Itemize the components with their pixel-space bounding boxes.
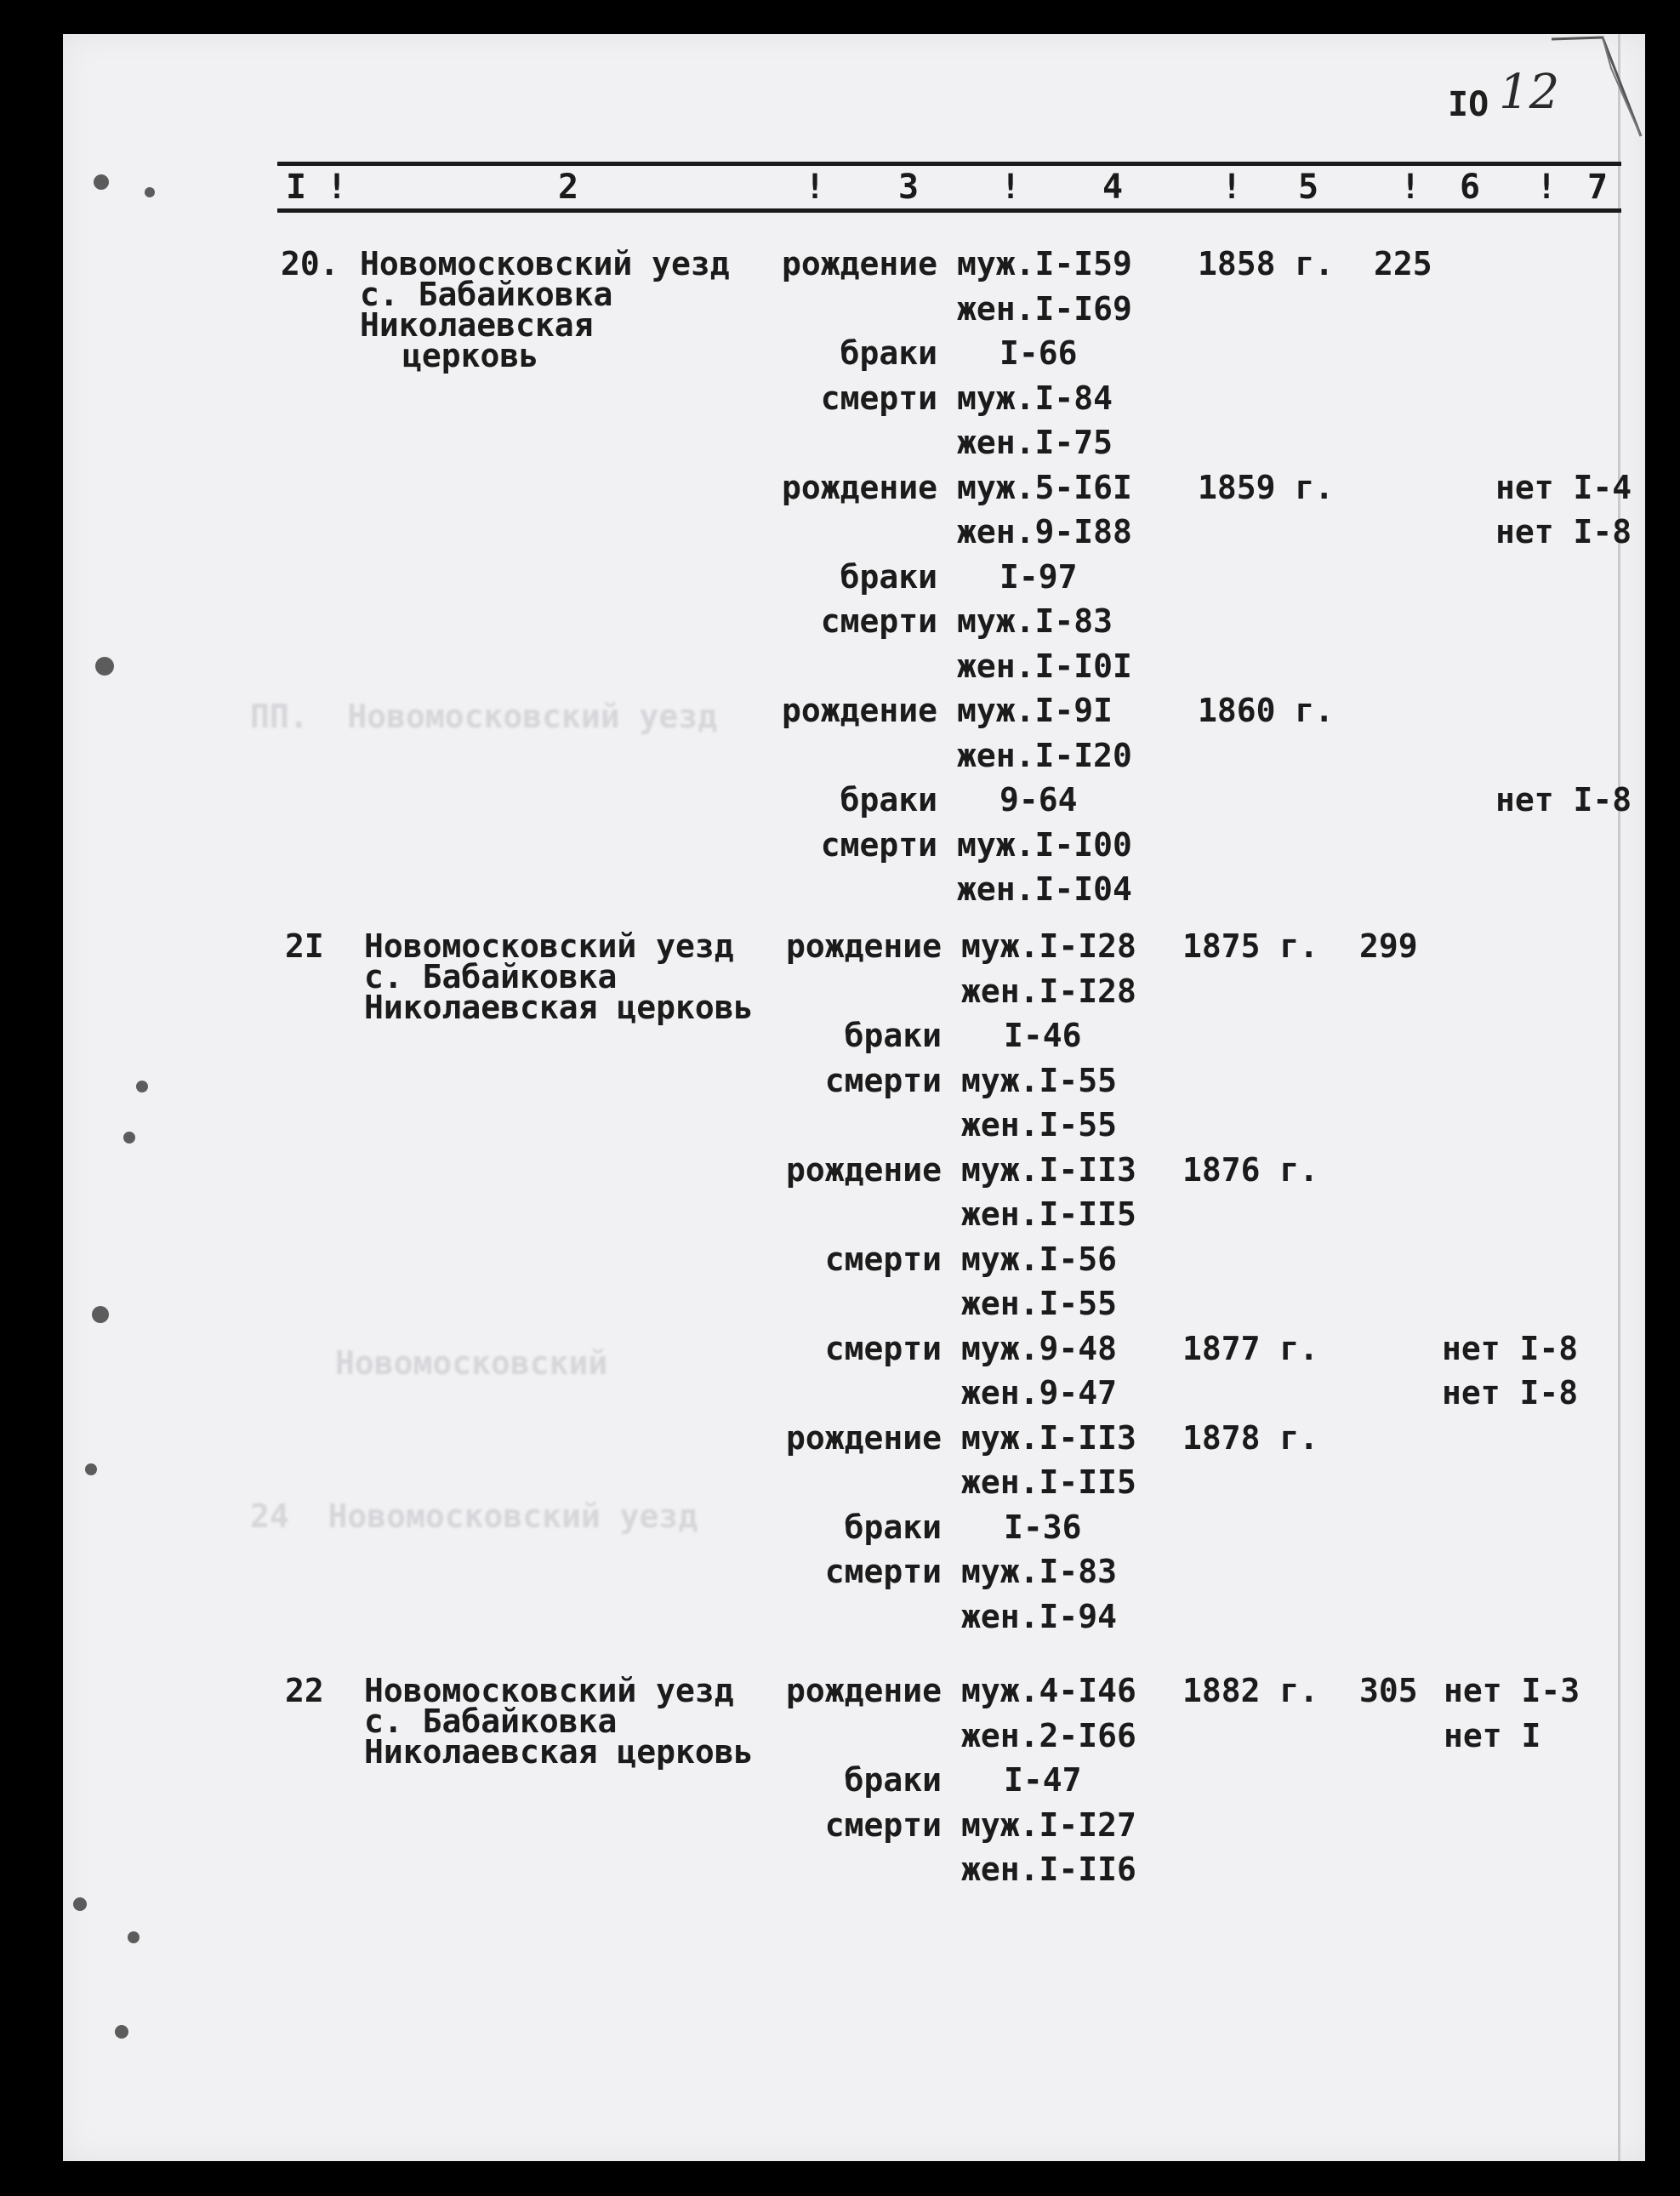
entry-number: 2I xyxy=(285,927,324,965)
header-separator: ! xyxy=(1536,168,1558,207)
punch-hole xyxy=(94,174,109,190)
entry-place-line: Новомосковский уезд xyxy=(364,1672,734,1709)
punch-hole xyxy=(92,1306,109,1323)
entry-place-line: церковь xyxy=(402,337,539,374)
record-year: 1859 г. xyxy=(1198,468,1335,506)
header-col-1: I xyxy=(286,168,307,207)
record-range: муж.I-I28 xyxy=(961,927,1136,965)
bleed-through-text: ПП. Новомосковский уезд xyxy=(250,698,718,735)
record-type: браки xyxy=(840,557,937,596)
record-range: жен.2-I66 xyxy=(961,1716,1136,1754)
record-type: смерти xyxy=(824,1553,942,1590)
record-range: I-97 xyxy=(999,557,1078,596)
entry-record-count: 305 xyxy=(1359,1672,1418,1709)
record-note: нет I xyxy=(1444,1716,1541,1754)
entry-place-line: Николаевская xyxy=(360,306,594,344)
record-range: жен.I-II5 xyxy=(961,1463,1136,1501)
record-range: муж.I-II3 xyxy=(961,1418,1136,1457)
entry-place-line: с. Бабайковка xyxy=(364,1703,618,1740)
entry-number: 22 xyxy=(285,1672,324,1709)
punch-hole xyxy=(136,1081,148,1092)
header-separator: ! xyxy=(805,168,826,207)
record-type: смерти xyxy=(820,379,937,417)
record-range: муж.I-83 xyxy=(961,1553,1118,1590)
record-year: 1860 г. xyxy=(1198,692,1335,729)
record-type: смерти xyxy=(824,1240,942,1278)
handwritten-page-number: 12 xyxy=(1499,65,1560,120)
header-col-2: 2 xyxy=(558,168,579,207)
header-separator: ! xyxy=(1000,168,1022,207)
record-range: муж.I-I59 xyxy=(957,245,1132,282)
entry-place-line: Новомосковский уезд xyxy=(360,245,730,282)
record-type: браки xyxy=(840,781,937,819)
record-type: браки xyxy=(844,1017,942,1054)
record-range: муж.I-I00 xyxy=(957,825,1132,864)
entry-place-line: Николаевская церковь xyxy=(364,1733,754,1771)
header-separator: ! xyxy=(1400,168,1421,207)
punch-hole xyxy=(95,657,114,676)
record-range: муж.I-84 xyxy=(957,379,1113,417)
record-range: муж.I-I27 xyxy=(961,1805,1136,1844)
record-range: жен.I-I20 xyxy=(957,736,1132,774)
record-range: I-66 xyxy=(999,334,1078,372)
punch-hole xyxy=(123,1132,135,1144)
record-type: рождение xyxy=(781,468,937,506)
punch-hole xyxy=(115,2025,128,2039)
record-note: нет I-8 xyxy=(1495,781,1632,819)
document-page xyxy=(63,34,1645,2161)
header-col-4: 4 xyxy=(1102,168,1124,207)
record-range: муж.I-55 xyxy=(961,1061,1118,1099)
record-type: смерти xyxy=(820,825,937,864)
record-range: жен.I-75 xyxy=(957,424,1113,461)
record-type: браки xyxy=(840,334,937,372)
record-range: муж.4-I46 xyxy=(961,1672,1136,1709)
record-range: муж.I-II3 xyxy=(961,1150,1136,1189)
bleed-through-text: 24 Новомосковский уезд xyxy=(250,1497,698,1535)
entry-place-line: с. Бабайковка xyxy=(360,276,613,313)
header-col-3: 3 xyxy=(898,168,920,207)
record-year: 1875 г. xyxy=(1182,927,1319,965)
record-year: 1858 г. xyxy=(1198,245,1335,282)
record-range: жен.I-II5 xyxy=(961,1195,1136,1233)
record-range: муж.I-9I xyxy=(957,692,1113,729)
record-range: I-46 xyxy=(1004,1017,1082,1054)
header-col-5: 5 xyxy=(1298,168,1319,207)
record-year: 1876 г. xyxy=(1182,1150,1319,1189)
entry-record-count: 225 xyxy=(1374,245,1432,282)
record-range: жен.I-94 xyxy=(961,1597,1118,1635)
record-range: муж.I-83 xyxy=(957,602,1113,640)
record-year: 1877 г. xyxy=(1182,1329,1319,1367)
record-note: нет I-8 xyxy=(1442,1374,1579,1412)
record-note: нет I-8 xyxy=(1442,1329,1579,1367)
record-type: смерти xyxy=(824,1805,942,1844)
record-type: рождение xyxy=(785,1672,942,1709)
record-type: смерти xyxy=(824,1061,942,1099)
entry-place-line: Новомосковский уезд xyxy=(364,927,734,965)
record-range: жен.I-I69 xyxy=(957,289,1132,328)
record-note: нет I-4 xyxy=(1495,468,1632,506)
record-type: браки xyxy=(844,1508,942,1546)
record-range: жен.I-55 xyxy=(961,1106,1118,1144)
record-year: 1878 г. xyxy=(1182,1418,1319,1457)
record-type: рождение xyxy=(781,692,937,729)
header-col-7: 7 xyxy=(1587,168,1609,207)
header-separator: ! xyxy=(1222,168,1243,207)
record-type: рождение xyxy=(785,1150,942,1189)
record-type: рождение xyxy=(785,1418,942,1457)
record-range: жен.I-I0I xyxy=(957,647,1132,685)
record-range: I-36 xyxy=(1004,1508,1082,1546)
record-range: I-47 xyxy=(1004,1761,1082,1799)
entry-place-line: с. Бабайковка xyxy=(364,958,618,995)
header-separator: ! xyxy=(327,168,348,207)
record-range: муж.5-I6I xyxy=(957,468,1132,506)
record-range: жен.I-55 xyxy=(961,1285,1118,1322)
record-type: рождение xyxy=(785,927,942,965)
record-year: 1882 г. xyxy=(1182,1672,1319,1709)
column-header-row xyxy=(277,162,1621,213)
record-type: смерти xyxy=(820,602,937,640)
entry-record-count: 299 xyxy=(1359,927,1418,965)
punch-hole xyxy=(145,187,155,197)
entry-place-line: Николаевская церковь xyxy=(364,989,754,1026)
entry-number: 20. xyxy=(281,245,339,282)
page-edge-line xyxy=(1618,34,1620,2161)
folded-corner-icon xyxy=(1552,34,1645,145)
record-range: жен.I-II6 xyxy=(961,1851,1136,1888)
record-range: жен.9-47 xyxy=(961,1374,1118,1412)
punch-hole xyxy=(85,1463,97,1475)
page-number: IO xyxy=(1448,85,1489,124)
header-col-6: 6 xyxy=(1460,168,1481,207)
record-note: нет I-3 xyxy=(1444,1672,1580,1709)
record-note: нет I-8 xyxy=(1495,513,1632,550)
bleed-through-text: Новомосковский xyxy=(335,1344,608,1382)
record-range: муж.I-56 xyxy=(961,1240,1118,1278)
record-type: рождение xyxy=(781,245,937,282)
record-type: браки xyxy=(844,1761,942,1799)
punch-hole xyxy=(128,1931,140,1943)
punch-hole xyxy=(73,1897,87,1911)
record-range: жен.I-I04 xyxy=(957,870,1132,908)
record-range: жен.9-I88 xyxy=(957,513,1132,550)
record-range: 9-64 xyxy=(999,781,1078,819)
record-range: муж.9-48 xyxy=(961,1329,1118,1367)
record-range: жен.I-I28 xyxy=(961,972,1136,1010)
record-type: смерти xyxy=(824,1329,942,1367)
